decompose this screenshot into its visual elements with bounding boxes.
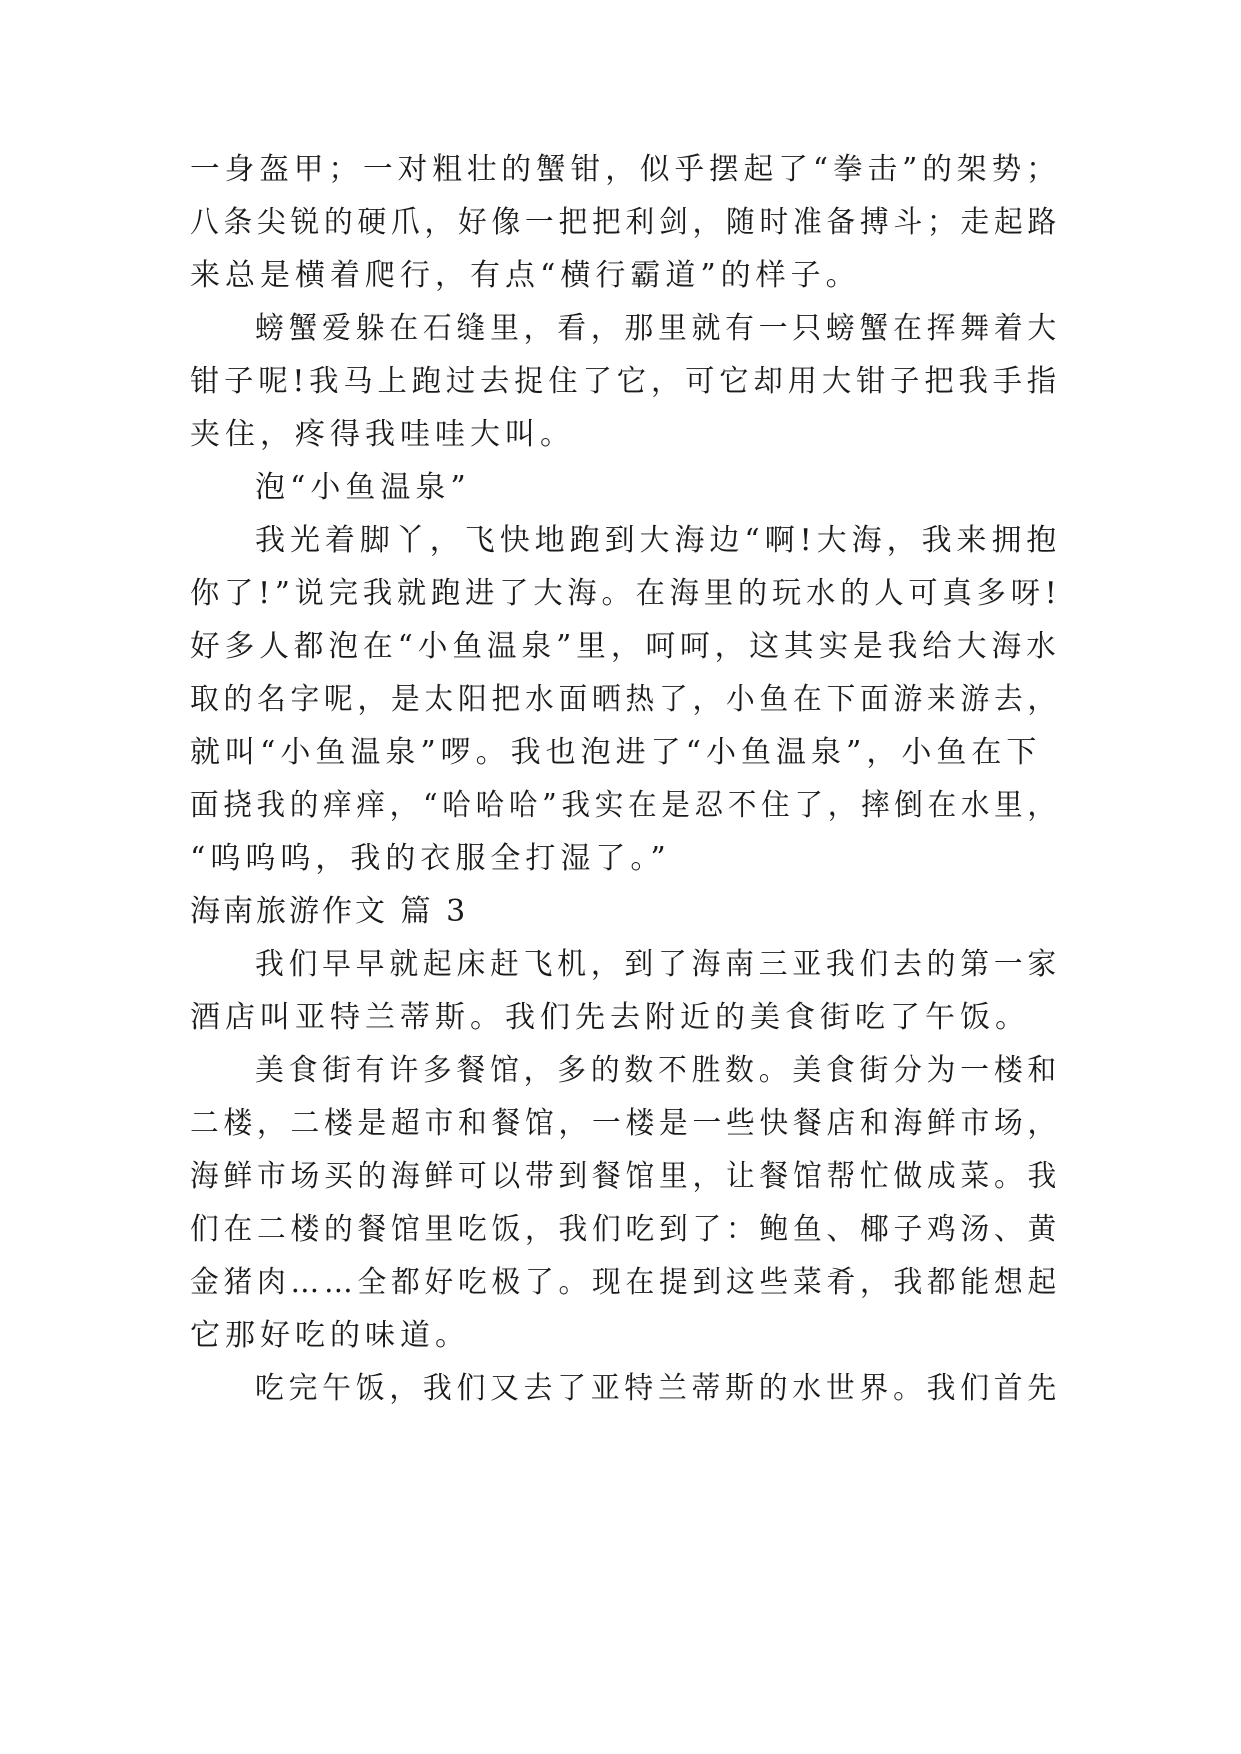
text-line: 酒店叫亚特兰蒂斯。我们先去附近的美食街吃了午饭。 — [190, 1000, 1030, 1035]
text-line: 来总是横着爬行，有点“横行霸道”的样子。 — [190, 258, 861, 293]
text-line: 钳子呢!我马上跑过去捉住了它，可它却用大钳子把我手指 — [190, 364, 1062, 399]
text-line: 就叫“小鱼温泉”啰。我也泡进了“小鱼温泉”，小鱼在下 — [190, 735, 1042, 770]
text-line: 们在二楼的餐馆里吃饭，我们吃到了：鲍鱼、椰子鸡汤、黄 — [190, 1212, 1061, 1247]
text-line: 二楼，二楼是超市和餐馆，一楼是一些快餐店和海鲜市场， — [190, 1106, 1061, 1141]
text-line: 它那好吃的味道。 — [190, 1318, 470, 1353]
paragraph-start-line: 我们早早就起床赶飞机，到了海南三亚我们去的第一家 — [255, 947, 1061, 982]
text-line: 海鲜市场买的海鲜可以带到餐馆里，让餐馆帮忙做成菜。我 — [190, 1159, 1061, 1194]
text-line: 你了!”说完我就跑进了大海。在海里的玩水的人可真多呀! — [190, 576, 1062, 611]
text-line: 取的名字呢，是太阳把水面晒热了，小鱼在下面游来游去， — [190, 682, 1061, 717]
text-line: 夹住，疼得我哇哇大叫。 — [190, 417, 575, 452]
section-heading: 海南旅游作文 篇 3 — [190, 894, 469, 929]
text-line: 好多人都泡在“小鱼温泉”里，呵呵，这其实是我给大海水 — [190, 629, 1061, 664]
text-line: “呜呜呜，我的衣服全打湿了。” — [190, 841, 671, 876]
paragraph-start-line: 美食街有许多餐馆，多的数不胜数。美食街分为一楼和 — [255, 1053, 1061, 1088]
paragraph-start-line: 吃完午饭，我们又去了亚特兰蒂斯的水世界。我们首先 — [255, 1371, 1061, 1406]
text-line: 金猪肉……全都好吃极了。现在提到这些菜肴，我都能想起 — [190, 1265, 1061, 1300]
text-line: 八条尖锐的硬爪，好像一把把利剑，随时准备搏斗；走起路 — [190, 205, 1061, 240]
text-line: 面挠我的痒痒，“哈哈哈”我实在是忍不住了，摔倒在水里， — [190, 788, 1061, 823]
text-line: 一身盔甲；一对粗壮的蟹钳，似乎摆起了“拳击”的架势； — [190, 152, 1061, 187]
subsection-title: 泡“小鱼温泉” — [255, 470, 471, 505]
paragraph-start-line: 螃蟹爱躲在石缝里，看，那里就有一只螃蟹在挥舞着大 — [255, 311, 1061, 346]
paragraph-start-line: 我光着脚丫，飞快地跑到大海边“啊!大海，我来拥抱 — [255, 523, 1062, 558]
